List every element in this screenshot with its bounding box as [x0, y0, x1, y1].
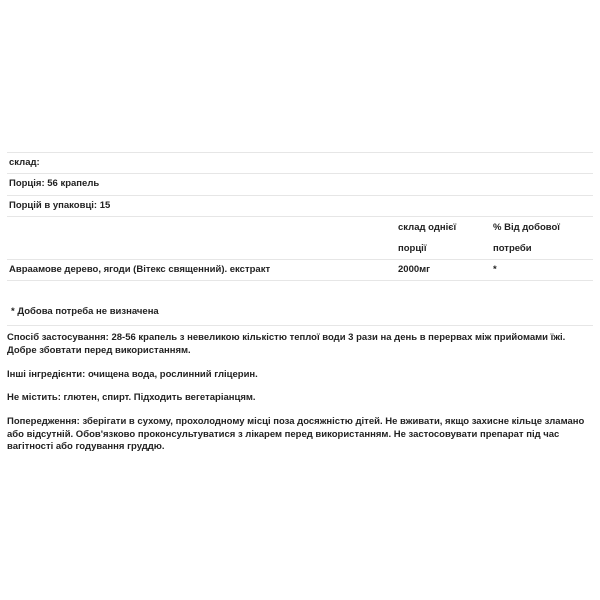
free-of: Не містить: глютен, спирт. Підходить вегетаріанцям.	[7, 392, 256, 403]
usage-directions: Спосіб застосування: 28-56 крапель з невеликою кількістю теплої води 3 рази на день в перервах між прийомами їжі. Добре збовтати перед використанням.	[7, 332, 566, 356]
column-header-dv-line1: % Від добової	[493, 222, 560, 233]
divider	[7, 280, 593, 281]
divider	[7, 259, 593, 260]
composition-heading: склад:	[9, 157, 40, 168]
divider	[7, 152, 593, 153]
divider	[7, 325, 593, 326]
column-header-amount-line2: порції	[398, 243, 427, 254]
serving-size: Порція: 56 крапель	[9, 178, 100, 189]
column-header-dv-line2: потреби	[493, 243, 532, 254]
column-header-amount-line1: склад однієї	[398, 222, 457, 233]
other-ingredients: Інші інгредієнти: очищена вода, рослинний гліцерин.	[7, 369, 258, 380]
ingredient-amount: 2000мг	[398, 264, 431, 275]
divider	[7, 216, 593, 217]
footnote: * Добова потреба не визначена	[11, 306, 159, 317]
warning: Попередження: зберігати в сухому, прохолодному місці поза досяжністю дітей. Не вживати, якщо захисне кільце зламано або відсутній. Обов'язково проконсультуватися з лікарем перед використанням. Не застосовувати препарат під час вагітності або годування груддю.	[7, 416, 585, 452]
divider	[7, 173, 593, 174]
servings-per-container: Порцій в упаковці: 15	[9, 200, 111, 211]
ingredient-name: Авраамове дерево, ягоди (Вітекс священний). екстракт	[9, 264, 271, 275]
ingredient-daily-value: *	[493, 264, 497, 275]
divider	[7, 195, 593, 196]
